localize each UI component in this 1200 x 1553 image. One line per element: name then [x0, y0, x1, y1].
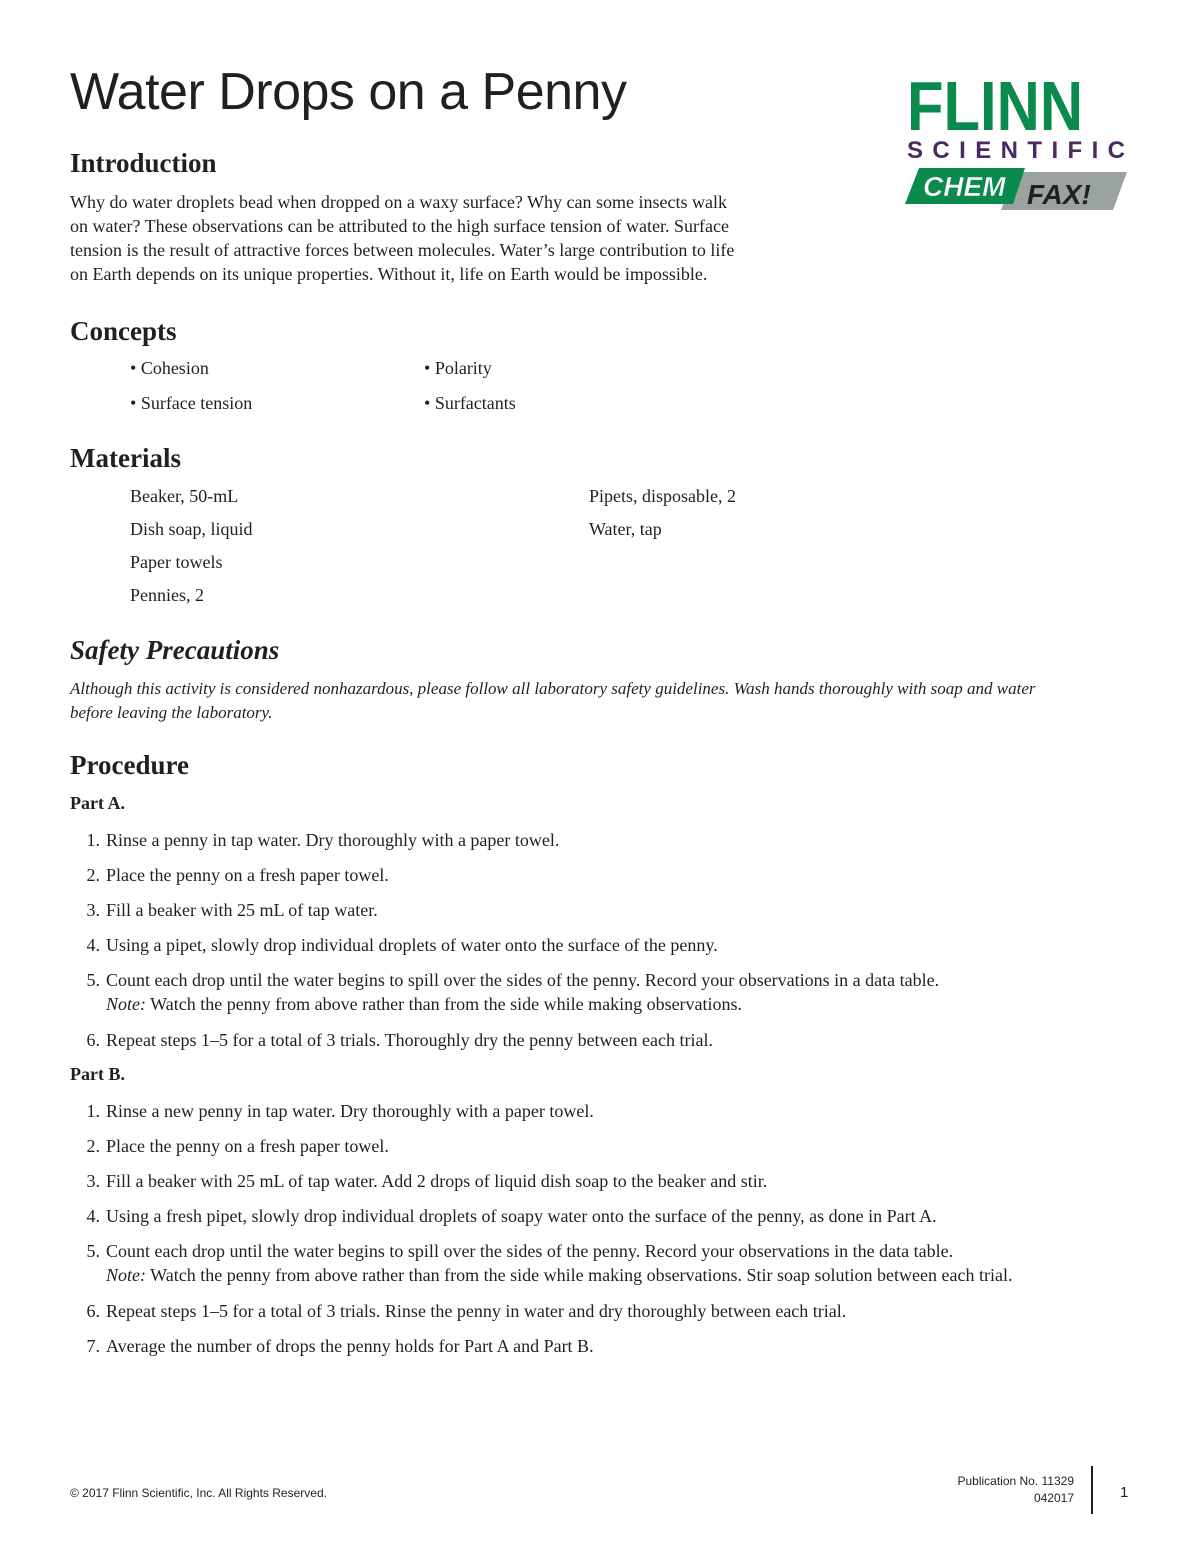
step-text: Average the number of drops the penny holds for Part A and Part B.	[106, 1336, 594, 1356]
step-number: 3.	[86, 1171, 100, 1191]
step-number: 2.	[86, 1136, 100, 1156]
logo-scientific-text: SCIENTIFIC	[907, 137, 1125, 164]
step-number: 1.	[86, 1101, 100, 1121]
step-text: Rinse a penny in tap water. Dry thoroughly with a paper towel.	[106, 830, 560, 850]
material-item: Water, tap	[589, 519, 662, 539]
step-text: Fill a beaker with 25 mL of tap water.	[106, 900, 378, 920]
introduction-line: tension is the result of attractive forces between molecules. Water’s large contribution to life	[70, 240, 735, 260]
procedure-heading: Procedure	[70, 750, 189, 780]
procedure-step	[78, 933, 1138, 957]
concept-label: Cohesion	[140, 358, 209, 378]
introduction-paragraph	[70, 190, 840, 286]
safety-paragraph	[70, 677, 1135, 725]
publication-info	[957, 1473, 1074, 1507]
step-text: Rinse a new penny in tap water. Dry thoroughly with a paper towel.	[106, 1101, 594, 1121]
note-label: Note:	[106, 1265, 146, 1285]
note-label: Note:	[106, 994, 146, 1014]
safety-line: before leaving the laboratory.	[70, 703, 273, 722]
step-note	[106, 992, 1138, 1016]
publication-code: 042017	[1033, 1491, 1074, 1505]
procedure-step	[78, 1299, 1138, 1323]
procedure-step	[78, 1169, 1138, 1193]
step-number: 2.	[86, 865, 100, 885]
step-text: Using a pipet, slowly drop individual droplets of water onto the surface of the penny.	[106, 935, 718, 955]
materials-heading: Materials	[70, 443, 181, 473]
procedure-step	[78, 863, 1138, 887]
copyright-notice: © 2017 Flinn Scientific, Inc. All Rights Reserved.	[70, 1486, 327, 1500]
safety-line: Although this activity is considered nonhazardous, please follow all laboratory safety guidelines. Wash hands thoroughly with soap and water	[70, 679, 1036, 698]
logo-graphic	[905, 68, 1130, 213]
procedure-step	[78, 968, 1138, 1016]
introduction-line: on Earth depends on its unique properties. Without it, life on Earth would be impossible.	[70, 264, 708, 284]
step-text: Count each drop until the water begins to spill over the sides of the penny. Record your observations in a data table.	[106, 970, 940, 990]
step-number: 5.	[86, 1241, 100, 1261]
concept-label: Surface tension	[140, 393, 253, 413]
procedure-step	[78, 828, 1138, 852]
step-number: 6.	[86, 1301, 100, 1321]
material-item: Pennies, 2	[130, 585, 204, 605]
step-text: Place the penny on a fresh paper towel.	[106, 865, 389, 885]
concept-item: • Polarity	[424, 358, 492, 378]
step-text: Repeat steps 1–5 for a total of 3 trials. Rinse the penny in water and dry thoroughly between each trial.	[106, 1301, 847, 1321]
note-text: Watch the penny from above rather than from the side while making observations.	[146, 994, 743, 1014]
concept-label: Surfactants	[434, 393, 516, 413]
concept-item: • Surface tension	[130, 393, 253, 413]
step-text: Fill a beaker with 25 mL of tap water. Add 2 drops of liquid dish soap to the beaker and stir.	[106, 1171, 768, 1191]
publication-number: Publication No. 11329	[957, 1474, 1074, 1488]
step-number: 7.	[86, 1336, 100, 1356]
step-number: 4.	[86, 935, 100, 955]
introduction-line: on water? These observations can be attributed to the high surface tension of water. Surface	[70, 216, 729, 236]
material-item: Dish soap, liquid	[130, 519, 253, 539]
procedure-step	[78, 1028, 1138, 1052]
material-item: Pipets, disposable, 2	[589, 486, 736, 506]
page-title: Water Drops on a Penny	[70, 63, 627, 121]
step-number: 4.	[86, 1206, 100, 1226]
part-b-label: Part B.	[70, 1064, 125, 1084]
step-text: Repeat steps 1–5 for a total of 3 trials. Thoroughly dry the penny between each trial.	[106, 1030, 713, 1050]
step-number: 5.	[86, 970, 100, 990]
procedure-step	[78, 898, 1138, 922]
step-number: 3.	[86, 900, 100, 920]
procedure-step	[78, 1204, 1138, 1228]
logo-fax-text: FAX!	[1027, 179, 1091, 210]
procedure-step	[78, 1239, 1138, 1287]
safety-heading: Safety Precautions	[70, 635, 280, 665]
logo-chem-text: CHEM	[923, 171, 1006, 202]
footer-divider	[1091, 1466, 1093, 1514]
concept-item: • Cohesion	[130, 358, 209, 378]
step-number: 6.	[86, 1030, 100, 1050]
step-note	[106, 1263, 1138, 1287]
part-a-label: Part A.	[70, 793, 125, 813]
concepts-heading: Concepts	[70, 316, 177, 346]
logo-flinn-text: FLINN	[907, 68, 1083, 145]
procedure-step	[78, 1334, 1138, 1358]
procedure-step	[78, 1099, 1138, 1123]
step-text: Count each drop until the water begins to spill over the sides of the penny. Record your observations in the data table.	[106, 1241, 954, 1261]
flinn-scientific-chemfax-logo	[905, 68, 1130, 213]
concept-label: Polarity	[434, 358, 492, 378]
step-text: Using a fresh pipet, slowly drop individual droplets of soapy water onto the surface of the penny, as done in Part A.	[106, 1206, 937, 1226]
note-text: Watch the penny from above rather than from the side while making observations. Stir soap solution between each trial.	[146, 1265, 1013, 1285]
procedure-step	[78, 1134, 1138, 1158]
page-number: 1	[1120, 1484, 1129, 1501]
material-item: Beaker, 50-mL	[130, 486, 239, 506]
material-item: Paper towels	[130, 552, 223, 572]
step-text: Place the penny on a fresh paper towel.	[106, 1136, 389, 1156]
introduction-line: Why do water droplets bead when dropped on a waxy surface? Why can some insects walk	[70, 192, 727, 212]
concept-item: • Surfactants	[424, 393, 516, 413]
step-number: 1.	[86, 830, 100, 850]
introduction-heading: Introduction	[70, 148, 217, 178]
